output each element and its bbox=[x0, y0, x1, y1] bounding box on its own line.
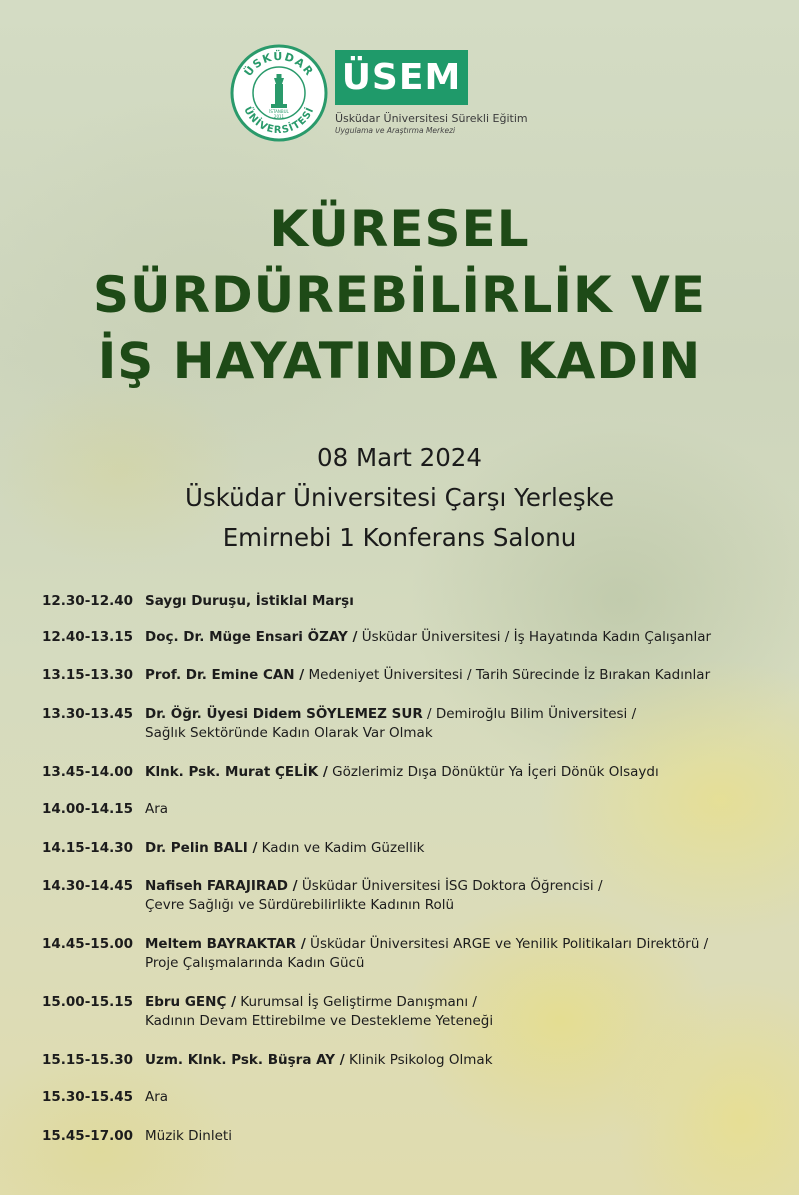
session-description: Nafiseh FARAJIRAD / Üsküdar Üniversitesi İSG Doktora Öğrencisi / Çevre Sağlığı ve Sürdürebilirlikte Kadının Rolü bbox=[145, 878, 603, 913]
session-speaker: Saygı Duruşu, İstiklal Marşı bbox=[145, 593, 354, 609]
usem-name: Üsküdar Üniversitesi Sürekli Eğitim bbox=[335, 112, 528, 125]
session-description: Dr. Pelin BALI / Kadın ve Kadim Güzellik bbox=[145, 840, 425, 856]
program-row bbox=[42, 628, 782, 647]
title-line-3: İŞ HAYATINDA KADIN bbox=[97, 332, 702, 390]
session-description: Uzm. Klnk. Psk. Büşra AY / Klinik Psikolog Olmak bbox=[145, 1052, 493, 1068]
session-time: 13.45-14.00 bbox=[42, 764, 134, 780]
session-speaker: Meltem BAYRAKTAR / bbox=[145, 936, 306, 952]
program-row bbox=[42, 763, 782, 782]
event-title bbox=[0, 196, 799, 394]
session-description: Prof. Dr. Emine CAN / Medeniyet Üniversitesi / Tarih Sürecinde İz Bırakan Kadınlar bbox=[145, 667, 711, 683]
event-date: 08 Mart 2024 bbox=[317, 443, 482, 472]
usem-logo: ÜSEM bbox=[335, 50, 468, 105]
title-line-1: KÜRESEL bbox=[269, 200, 530, 258]
program-row bbox=[42, 935, 782, 973]
session-description: Klnk. Psk. Murat ÇELİK / Gözlerimiz Dışa Dönüktür Ya İçeri Dönük Olsaydı bbox=[145, 764, 659, 780]
logo-area bbox=[230, 44, 560, 142]
session-time: 14.00-14.15 bbox=[42, 801, 134, 817]
session-speaker: Prof. Dr. Emine CAN / bbox=[145, 667, 305, 683]
session-time: 15.45-17.00 bbox=[42, 1128, 134, 1144]
session-speaker: Nafiseh FARAJIRAD / bbox=[145, 878, 298, 894]
event-location-line-1: Üsküdar Üniversitesi Çarşı Yerleşke bbox=[184, 483, 615, 512]
session-time: 13.30-13.45 bbox=[42, 706, 134, 722]
usem-subname: Uygulama ve Araştırma Merkezi bbox=[335, 126, 456, 135]
session-description: Doç. Dr. Müge Ensari ÖZAY / Üsküdar Üniversitesi / İş Hayatında Kadın Çalışanlar bbox=[145, 629, 712, 645]
session-speaker: Uzm. Klnk. Psk. Büşra AY / bbox=[145, 1052, 345, 1068]
svg-text:ÜSKÜDAR: ÜSKÜDAR bbox=[241, 49, 317, 79]
program-row bbox=[42, 800, 782, 819]
session-time: 13.15-13.30 bbox=[42, 667, 134, 683]
program-row bbox=[42, 839, 782, 858]
program-row bbox=[42, 1051, 782, 1070]
svg-text:2011: 2011 bbox=[273, 114, 285, 119]
svg-text:ÜNİVERSİTESİ: ÜNİVERSİTESİ bbox=[241, 105, 317, 137]
session-speaker: Ebru GENÇ / bbox=[145, 994, 236, 1010]
session-description: Ebru GENÇ / Kurumsal İş Geliştirme Danışmanı / Kadının Devam Ettirebilme ve Destekleme Yeteneği bbox=[145, 994, 494, 1029]
event-location-line-2: Emirnebi 1 Konferans Salonu bbox=[222, 523, 577, 552]
session-description: Müzik Dinleti bbox=[145, 1128, 232, 1144]
uskudar-university-seal bbox=[230, 44, 328, 142]
session-time: 15.30-15.45 bbox=[42, 1089, 134, 1105]
session-time: 12.30-12.40 bbox=[42, 593, 134, 609]
program-row bbox=[42, 705, 782, 743]
session-time: 14.30-14.45 bbox=[42, 878, 134, 894]
session-speaker: Dr. Pelin BALI / bbox=[145, 840, 258, 856]
program-row bbox=[42, 1127, 782, 1146]
svg-text:İSTANBUL: İSTANBUL bbox=[269, 109, 289, 114]
session-speaker: Klnk. Psk. Murat ÇELİK / bbox=[145, 764, 328, 780]
session-speaker: Doç. Dr. Müge Ensari ÖZAY / bbox=[145, 629, 358, 645]
program-row bbox=[42, 666, 782, 685]
session-description: Ara bbox=[145, 801, 169, 817]
event-info bbox=[0, 438, 799, 558]
session-description: Meltem BAYRAKTAR / Üsküdar Üniversitesi ARGE ve Yenilik Politikaları Direktörü / Proje Çalışmalarında Kadın Gücü bbox=[145, 936, 709, 971]
session-description: Ara bbox=[145, 1089, 169, 1105]
program-row bbox=[42, 877, 782, 915]
session-speaker: Dr. Öğr. Üyesi Didem SÖYLEMEZ SUR bbox=[145, 706, 423, 722]
session-time: 12.40-13.15 bbox=[42, 629, 134, 645]
program-row bbox=[42, 993, 782, 1031]
program-row bbox=[42, 1088, 782, 1107]
title-line-2: SÜRDÜREBİLİRLİK VE bbox=[92, 266, 707, 324]
program-row bbox=[42, 592, 782, 611]
session-description bbox=[145, 592, 782, 611]
session-time: 15.15-15.30 bbox=[42, 1052, 134, 1068]
session-time: 14.15-14.30 bbox=[42, 840, 134, 856]
session-time: 15.00-15.15 bbox=[42, 994, 134, 1010]
session-time: 14.45-15.00 bbox=[42, 936, 134, 952]
session-description: Dr. Öğr. Üyesi Didem SÖYLEMEZ SUR / Demiroğlu Bilim Üniversitesi / Sağlık Sektöründe Kadın Olarak Var Olmak bbox=[145, 706, 637, 741]
